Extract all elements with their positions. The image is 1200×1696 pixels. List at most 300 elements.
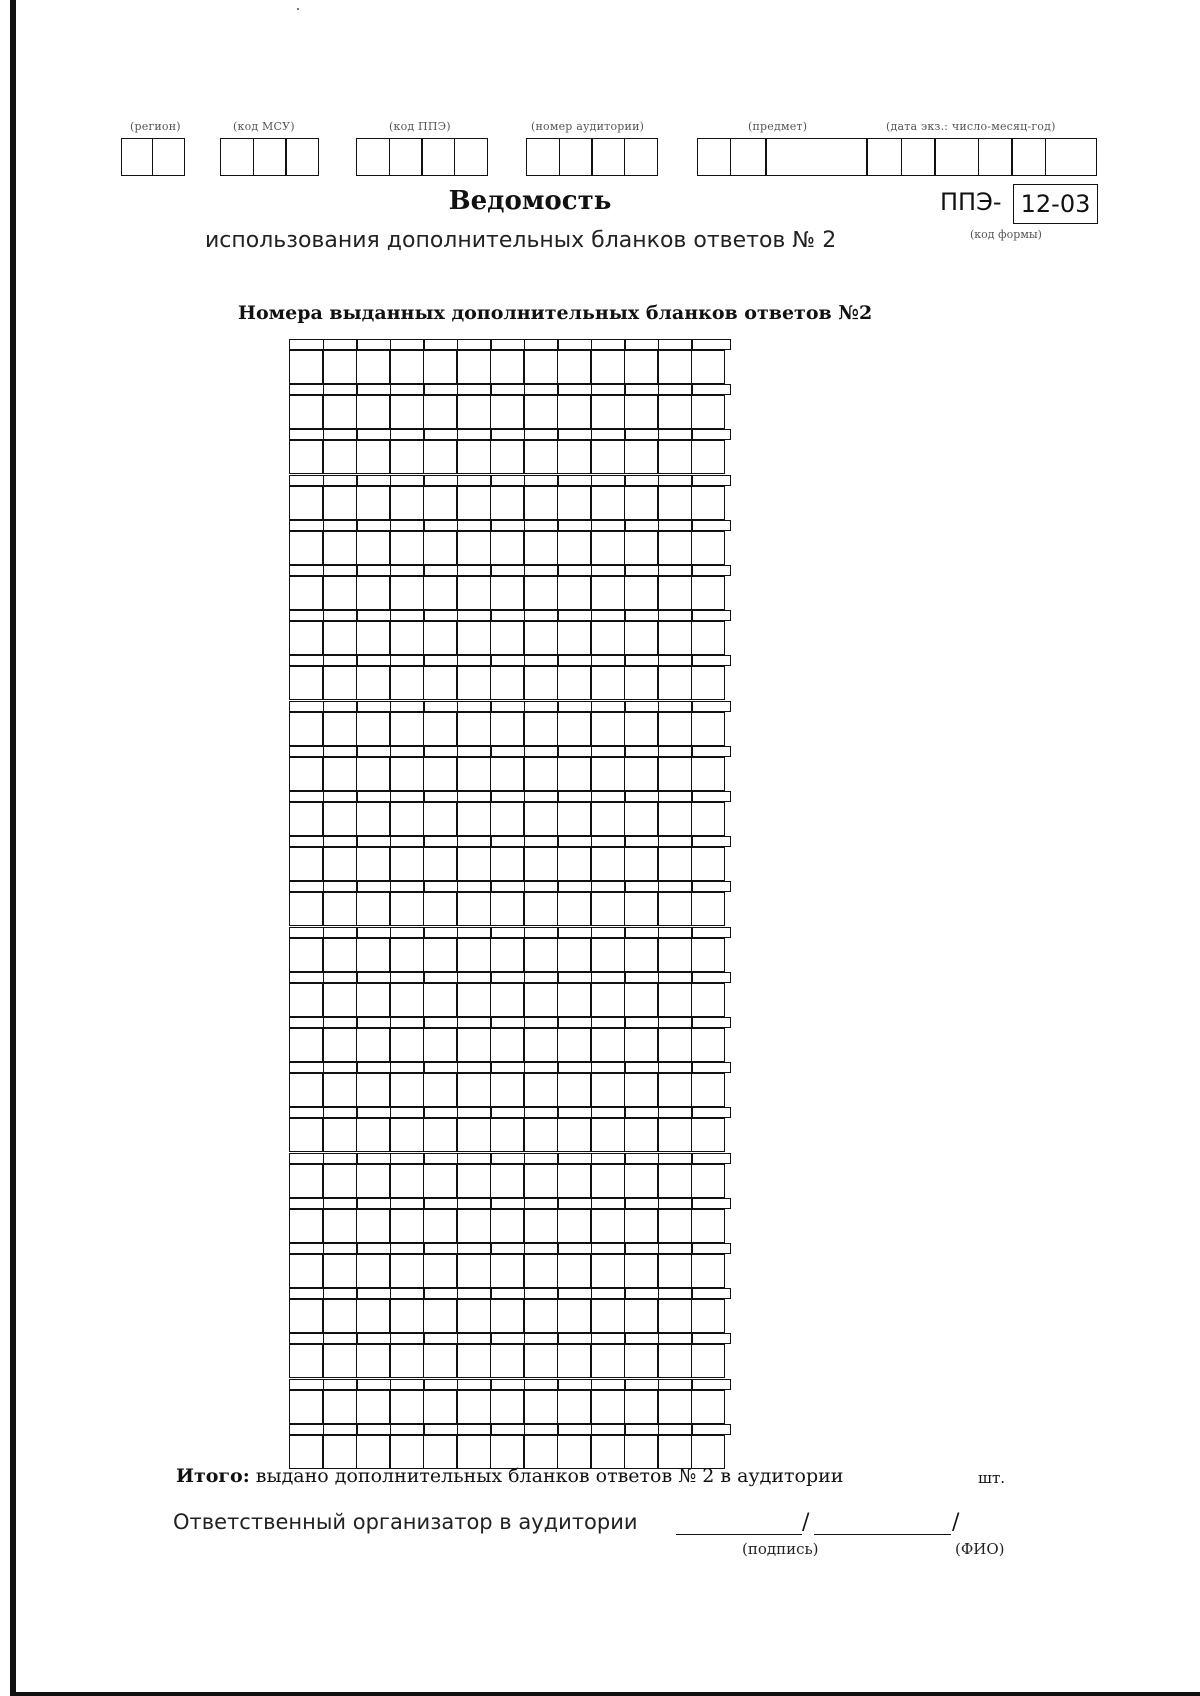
grid-cell[interactable]	[691, 847, 725, 881]
grid-cell[interactable]	[624, 621, 658, 655]
grid-cell[interactable]	[390, 1118, 424, 1152]
grid-cell[interactable]	[457, 1164, 491, 1198]
grid-cell[interactable]	[658, 486, 692, 520]
grid-cell[interactable]	[356, 1028, 390, 1062]
grid-cell[interactable]	[423, 666, 457, 700]
grid-cell[interactable]	[289, 1028, 323, 1062]
grid-cell[interactable]	[691, 1209, 725, 1243]
grid-cell[interactable]	[289, 1390, 323, 1424]
grid-cell[interactable]	[356, 892, 390, 926]
grid-cell[interactable]	[624, 892, 658, 926]
grid-cell[interactable]	[490, 486, 524, 520]
grid-cell[interactable]	[557, 1118, 591, 1152]
grid-cell[interactable]	[624, 938, 658, 972]
grid-cell[interactable]	[323, 440, 357, 474]
grid-cell[interactable]	[390, 1299, 424, 1333]
grid-cell[interactable]	[591, 1390, 625, 1424]
grid-cell[interactable]	[423, 938, 457, 972]
grid-cell[interactable]	[356, 1073, 390, 1107]
grid-cell[interactable]	[524, 1028, 558, 1062]
grid-cell[interactable]	[691, 666, 725, 700]
grid-cell[interactable]	[490, 983, 524, 1017]
grid-cell[interactable]	[356, 666, 390, 700]
grid-cell[interactable]	[457, 757, 491, 791]
grid-cell[interactable]	[624, 802, 658, 836]
grid-cell[interactable]	[658, 1209, 692, 1243]
grid-cell[interactable]	[624, 350, 658, 384]
grid-cell[interactable]	[457, 531, 491, 565]
grid-cell[interactable]	[356, 486, 390, 520]
grid-cell[interactable]	[423, 1118, 457, 1152]
grid-cell[interactable]	[423, 892, 457, 926]
grid-cell[interactable]	[457, 1118, 491, 1152]
grid-cell[interactable]	[557, 576, 591, 610]
grid-cell[interactable]	[524, 395, 558, 429]
grid-cell[interactable]	[457, 486, 491, 520]
grid-cell[interactable]	[490, 395, 524, 429]
grid-cell[interactable]	[390, 802, 424, 836]
grid-cell[interactable]	[423, 757, 457, 791]
grid-cell[interactable]	[423, 621, 457, 655]
grid-cell[interactable]	[423, 1390, 457, 1424]
grid-cell[interactable]	[323, 712, 357, 746]
grid-cell[interactable]	[591, 395, 625, 429]
grid-cell[interactable]	[624, 983, 658, 1017]
grid-cell[interactable]	[557, 1209, 591, 1243]
grid-cell[interactable]	[323, 892, 357, 926]
grid-cell[interactable]	[390, 1209, 424, 1243]
grid-cell[interactable]	[289, 983, 323, 1017]
grid-cell[interactable]	[323, 1344, 357, 1378]
box-cell[interactable]	[454, 138, 488, 176]
grid-cell[interactable]	[524, 621, 558, 655]
grid-cell[interactable]	[591, 1435, 625, 1469]
grid-cell[interactable]	[524, 350, 558, 384]
grid-cell[interactable]	[323, 531, 357, 565]
box-cell[interactable]	[934, 138, 979, 176]
grid-cell[interactable]	[390, 757, 424, 791]
grid-cell[interactable]	[390, 395, 424, 429]
grid-cell[interactable]	[323, 1390, 357, 1424]
grid-cell[interactable]	[557, 531, 591, 565]
grid-cell[interactable]	[323, 1209, 357, 1243]
grid-cell[interactable]	[423, 576, 457, 610]
grid-cell[interactable]	[624, 1299, 658, 1333]
box-cell[interactable]	[389, 138, 423, 176]
box-cell[interactable]	[765, 138, 867, 176]
grid-cell[interactable]	[490, 1344, 524, 1378]
grid-cell[interactable]	[658, 938, 692, 972]
grid-cell[interactable]	[289, 486, 323, 520]
grid-cell[interactable]	[591, 847, 625, 881]
grid-cell[interactable]	[658, 531, 692, 565]
grid-cell[interactable]	[390, 712, 424, 746]
grid-cell[interactable]	[457, 576, 491, 610]
grid-cell[interactable]	[624, 1073, 658, 1107]
grid-cell[interactable]	[624, 666, 658, 700]
grid-cell[interactable]	[490, 802, 524, 836]
grid-cell[interactable]	[591, 1118, 625, 1152]
grid-cell[interactable]	[457, 1435, 491, 1469]
grid-cell[interactable]	[624, 712, 658, 746]
grid-cell[interactable]	[524, 847, 558, 881]
grid-cell[interactable]	[557, 712, 591, 746]
grid-cell[interactable]	[524, 666, 558, 700]
grid-cell[interactable]	[390, 983, 424, 1017]
grid-cell[interactable]	[423, 395, 457, 429]
grid-cell[interactable]	[289, 1435, 323, 1469]
grid-cell[interactable]	[524, 1118, 558, 1152]
grid-cell[interactable]	[691, 576, 725, 610]
grid-cell[interactable]	[323, 486, 357, 520]
grid-cell[interactable]	[457, 1209, 491, 1243]
grid-cell[interactable]	[524, 757, 558, 791]
grid-cell[interactable]	[557, 1073, 591, 1107]
grid-cell[interactable]	[356, 757, 390, 791]
box-cell[interactable]	[867, 138, 902, 176]
grid-cell[interactable]	[323, 621, 357, 655]
grid-cell[interactable]	[457, 1028, 491, 1062]
grid-cell[interactable]	[356, 1209, 390, 1243]
grid-cell[interactable]	[423, 1073, 457, 1107]
grid-cell[interactable]	[624, 1209, 658, 1243]
grid-cell[interactable]	[691, 1299, 725, 1333]
box-cell[interactable]	[285, 138, 319, 176]
grid-cell[interactable]	[658, 1073, 692, 1107]
grid-cell[interactable]	[323, 1073, 357, 1107]
grid-cell[interactable]	[457, 440, 491, 474]
grid-cell[interactable]	[557, 892, 591, 926]
grid-cell[interactable]	[289, 847, 323, 881]
subject-boxes[interactable]	[697, 138, 867, 176]
grid-cell[interactable]	[323, 1254, 357, 1288]
grid-cell[interactable]	[691, 1118, 725, 1152]
grid-cell[interactable]	[658, 666, 692, 700]
grid-cell[interactable]	[557, 1390, 591, 1424]
grid-cell[interactable]	[490, 1118, 524, 1152]
grid-cell[interactable]	[624, 440, 658, 474]
grid-cell[interactable]	[658, 440, 692, 474]
grid-cell[interactable]	[289, 1254, 323, 1288]
full-name-line[interactable]	[814, 1534, 951, 1535]
grid-cell[interactable]	[624, 531, 658, 565]
grid-cell[interactable]	[289, 531, 323, 565]
grid-cell[interactable]	[423, 712, 457, 746]
grid-cell[interactable]	[323, 666, 357, 700]
grid-cell[interactable]	[289, 712, 323, 746]
grid-cell[interactable]	[356, 1254, 390, 1288]
grid-cell[interactable]	[557, 847, 591, 881]
grid-cell[interactable]	[691, 712, 725, 746]
grid-cell[interactable]	[490, 892, 524, 926]
grid-cell[interactable]	[524, 1209, 558, 1243]
grid-cell[interactable]	[557, 666, 591, 700]
grid-cell[interactable]	[457, 1390, 491, 1424]
grid-cell[interactable]	[658, 350, 692, 384]
grid-cell[interactable]	[557, 983, 591, 1017]
grid-cell[interactable]	[591, 486, 625, 520]
box-cell[interactable]	[152, 138, 185, 176]
grid-cell[interactable]	[490, 1073, 524, 1107]
grid-cell[interactable]	[390, 1254, 424, 1288]
grid-cell[interactable]	[423, 983, 457, 1017]
grid-cell[interactable]	[490, 1209, 524, 1243]
grid-cell[interactable]	[390, 621, 424, 655]
grid-cell[interactable]	[323, 576, 357, 610]
grid-cell[interactable]	[323, 1299, 357, 1333]
grid-cell[interactable]	[423, 1344, 457, 1378]
grid-cell[interactable]	[591, 938, 625, 972]
grid-cell[interactable]	[457, 802, 491, 836]
grid-cell[interactable]	[289, 350, 323, 384]
signature-line[interactable]	[676, 1534, 802, 1535]
grid-cell[interactable]	[624, 395, 658, 429]
grid-cell[interactable]	[457, 1299, 491, 1333]
grid-cell[interactable]	[591, 1073, 625, 1107]
box-cell[interactable]	[978, 138, 1013, 176]
grid-cell[interactable]	[490, 1164, 524, 1198]
box-cell[interactable]	[624, 138, 658, 176]
grid-cell[interactable]	[423, 531, 457, 565]
grid-cell[interactable]	[691, 621, 725, 655]
grid-cell[interactable]	[591, 712, 625, 746]
box-cell[interactable]	[730, 138, 767, 176]
grid-cell[interactable]	[289, 757, 323, 791]
grid-cell[interactable]	[658, 1118, 692, 1152]
grid-cell[interactable]	[289, 892, 323, 926]
grid-cell[interactable]	[624, 1254, 658, 1288]
grid-cell[interactable]	[591, 1209, 625, 1243]
grid-cell[interactable]	[423, 1164, 457, 1198]
grid-cell[interactable]	[457, 350, 491, 384]
grid-cell[interactable]	[423, 802, 457, 836]
grid-cell[interactable]	[390, 486, 424, 520]
grid-cell[interactable]	[323, 757, 357, 791]
grid-cell[interactable]	[289, 1073, 323, 1107]
grid-cell[interactable]	[356, 350, 390, 384]
grid-cell[interactable]	[658, 576, 692, 610]
grid-cell[interactable]	[624, 847, 658, 881]
box-cell[interactable]	[421, 138, 455, 176]
grid-cell[interactable]	[457, 892, 491, 926]
grid-cell[interactable]	[323, 1164, 357, 1198]
grid-cell[interactable]	[323, 802, 357, 836]
grid-cell[interactable]	[289, 666, 323, 700]
grid-cell[interactable]	[289, 621, 323, 655]
grid-cell[interactable]	[390, 892, 424, 926]
grid-cell[interactable]	[356, 576, 390, 610]
grid-cell[interactable]	[591, 1299, 625, 1333]
grid-cell[interactable]	[390, 1073, 424, 1107]
grid-cell[interactable]	[390, 1435, 424, 1469]
grid-cell[interactable]	[289, 1299, 323, 1333]
grid-cell[interactable]	[557, 350, 591, 384]
grid-cell[interactable]	[557, 440, 591, 474]
grid-cell[interactable]	[457, 938, 491, 972]
grid-cell[interactable]	[289, 802, 323, 836]
grid-cell[interactable]	[591, 983, 625, 1017]
grid-cell[interactable]	[457, 621, 491, 655]
grid-cell[interactable]	[691, 1164, 725, 1198]
box-cell[interactable]	[591, 138, 625, 176]
grid-cell[interactable]	[658, 621, 692, 655]
box-cell[interactable]	[356, 138, 390, 176]
grid-cell[interactable]	[490, 1254, 524, 1288]
grid-cell[interactable]	[323, 983, 357, 1017]
box-cell[interactable]	[1045, 138, 1097, 176]
grid-cell[interactable]	[524, 938, 558, 972]
grid-cell[interactable]	[323, 1435, 357, 1469]
grid-cell[interactable]	[323, 395, 357, 429]
grid-cell[interactable]	[356, 1164, 390, 1198]
grid-cell[interactable]	[624, 757, 658, 791]
grid-cell[interactable]	[524, 712, 558, 746]
box-cell[interactable]	[220, 138, 254, 176]
grid-cell[interactable]	[490, 621, 524, 655]
grid-cell[interactable]	[390, 531, 424, 565]
grid-cell[interactable]	[423, 486, 457, 520]
grid-cell[interactable]	[356, 983, 390, 1017]
grid-cell[interactable]	[490, 666, 524, 700]
grid-cell[interactable]	[591, 1254, 625, 1288]
grid-cell[interactable]	[658, 1299, 692, 1333]
grid-cell[interactable]	[323, 938, 357, 972]
grid-cell[interactable]	[691, 757, 725, 791]
grid-cell[interactable]	[524, 576, 558, 610]
grid-cell[interactable]	[658, 892, 692, 926]
grid-cell[interactable]	[423, 1299, 457, 1333]
grid-cell[interactable]	[356, 712, 390, 746]
grid-cell[interactable]	[557, 1164, 591, 1198]
grid-cell[interactable]	[557, 1254, 591, 1288]
grid-cell[interactable]	[289, 1209, 323, 1243]
grid-cell[interactable]	[591, 802, 625, 836]
box-cell[interactable]	[697, 138, 731, 176]
grid-cell[interactable]	[524, 1164, 558, 1198]
grid-cell[interactable]	[624, 1435, 658, 1469]
grid-cell[interactable]	[658, 847, 692, 881]
grid-cell[interactable]	[524, 1299, 558, 1333]
grid-cell[interactable]	[691, 802, 725, 836]
grid-cell[interactable]	[490, 1390, 524, 1424]
grid-cell[interactable]	[390, 938, 424, 972]
grid-cell[interactable]	[356, 1299, 390, 1333]
grid-cell[interactable]	[691, 395, 725, 429]
grid-cell[interactable]	[557, 395, 591, 429]
grid-cell[interactable]	[457, 666, 491, 700]
grid-cell[interactable]	[658, 712, 692, 746]
grid-cell[interactable]	[323, 1118, 357, 1152]
grid-cell[interactable]	[457, 1254, 491, 1288]
grid-cell[interactable]	[423, 1254, 457, 1288]
grid-cell[interactable]	[557, 486, 591, 520]
grid-cell[interactable]	[524, 531, 558, 565]
grid-cell[interactable]	[691, 1390, 725, 1424]
grid-cell[interactable]	[423, 1028, 457, 1062]
grid-cell[interactable]	[557, 802, 591, 836]
box-cell[interactable]	[253, 138, 287, 176]
grid-cell[interactable]	[691, 1435, 725, 1469]
grid-cell[interactable]	[490, 712, 524, 746]
grid-cell[interactable]	[289, 1164, 323, 1198]
grid-cell[interactable]	[457, 1073, 491, 1107]
grid-cell[interactable]	[289, 395, 323, 429]
grid-cell[interactable]	[390, 847, 424, 881]
box-cell[interactable]	[559, 138, 593, 176]
grid-cell[interactable]	[390, 440, 424, 474]
grid-cell[interactable]	[356, 440, 390, 474]
grid-cell[interactable]	[691, 938, 725, 972]
grid-cell[interactable]	[691, 1073, 725, 1107]
grid-cell[interactable]	[524, 892, 558, 926]
grid-cell[interactable]	[356, 847, 390, 881]
grid-cell[interactable]	[356, 1390, 390, 1424]
grid-cell[interactable]	[624, 1164, 658, 1198]
grid-cell[interactable]	[691, 486, 725, 520]
grid-cell[interactable]	[691, 1344, 725, 1378]
grid-cell[interactable]	[524, 486, 558, 520]
grid-cell[interactable]	[624, 576, 658, 610]
grid-cell[interactable]	[658, 395, 692, 429]
grid-cell[interactable]	[691, 440, 725, 474]
grid-cell[interactable]	[490, 350, 524, 384]
grid-cell[interactable]	[658, 802, 692, 836]
grid-cell[interactable]	[591, 1164, 625, 1198]
grid-cell[interactable]	[390, 576, 424, 610]
grid-cell[interactable]	[691, 983, 725, 1017]
grid-cell[interactable]	[591, 621, 625, 655]
region-boxes[interactable]	[121, 138, 185, 176]
grid-cell[interactable]	[490, 847, 524, 881]
grid-cell[interactable]	[524, 1254, 558, 1288]
grid-cell[interactable]	[423, 440, 457, 474]
grid-cell[interactable]	[691, 531, 725, 565]
grid-cell[interactable]	[524, 983, 558, 1017]
grid-cell[interactable]	[356, 1435, 390, 1469]
grid-cell[interactable]	[289, 1118, 323, 1152]
grid-cell[interactable]	[557, 1435, 591, 1469]
grid-cell[interactable]	[289, 576, 323, 610]
grid-cell[interactable]	[524, 1344, 558, 1378]
msu-code-boxes[interactable]	[220, 138, 319, 176]
grid-cell[interactable]	[691, 892, 725, 926]
grid-cell[interactable]	[691, 1254, 725, 1288]
grid-cell[interactable]	[591, 1028, 625, 1062]
ppe-code-boxes[interactable]	[356, 138, 488, 176]
grid-cell[interactable]	[356, 938, 390, 972]
box-cell[interactable]	[901, 138, 936, 176]
grid-cell[interactable]	[691, 1028, 725, 1062]
grid-cell[interactable]	[591, 440, 625, 474]
grid-cell[interactable]	[356, 395, 390, 429]
grid-cell[interactable]	[624, 486, 658, 520]
grid-cell[interactable]	[356, 531, 390, 565]
grid-cell[interactable]	[658, 1390, 692, 1424]
box-cell[interactable]	[121, 138, 153, 176]
grid-cell[interactable]	[390, 1164, 424, 1198]
grid-cell[interactable]	[423, 1209, 457, 1243]
exam-date-boxes[interactable]	[867, 138, 1097, 176]
box-cell[interactable]	[1011, 138, 1046, 176]
grid-cell[interactable]	[524, 1390, 558, 1424]
grid-cell[interactable]	[423, 1435, 457, 1469]
grid-cell[interactable]	[490, 757, 524, 791]
grid-cell[interactable]	[691, 350, 725, 384]
grid-cell[interactable]	[658, 1435, 692, 1469]
grid-cell[interactable]	[390, 1028, 424, 1062]
grid-cell[interactable]	[591, 892, 625, 926]
grid-cell[interactable]	[356, 1344, 390, 1378]
